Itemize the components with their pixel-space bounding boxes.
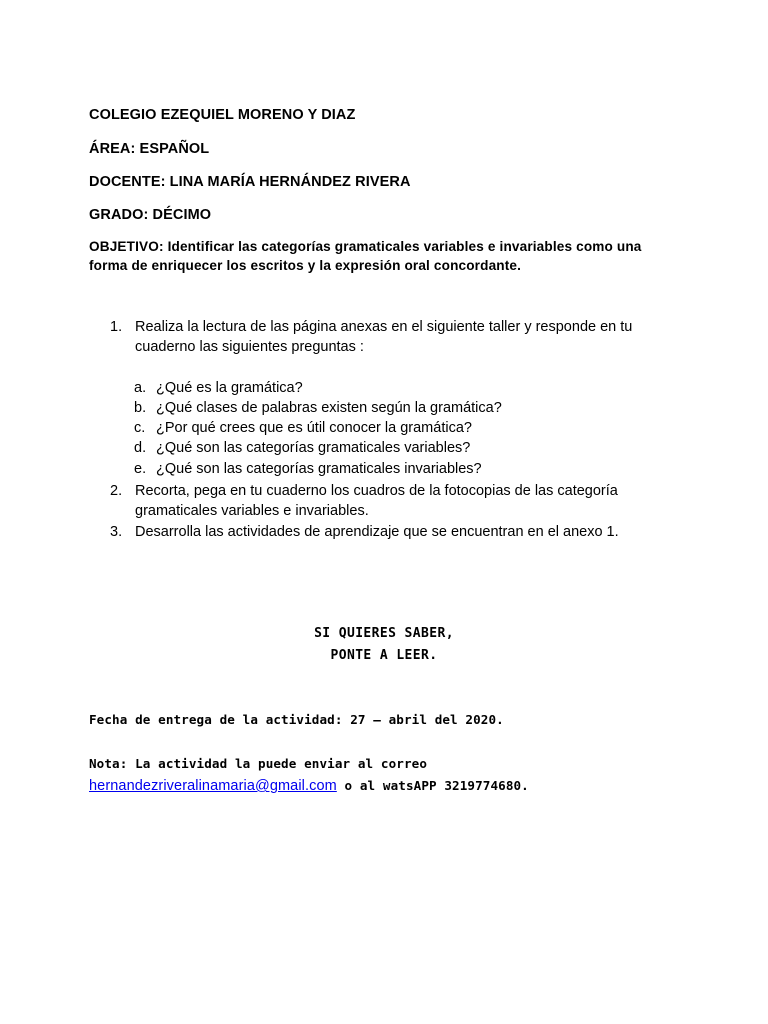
task-number: 2. — [110, 483, 123, 499]
question-text: ¿Qué son las categorías gramaticales invariables? — [156, 461, 482, 477]
task-line: Recorta, pega en tu cuaderno los cuadros de la fotocopias de las categoría — [135, 483, 618, 499]
note-line: Nota: La actividad la puede enviar al correo — [89, 756, 428, 771]
question-text: ¿Qué son las categorías gramaticales variables? — [156, 440, 471, 456]
note-contact — [89, 775, 529, 797]
email-link[interactable]: hernandezriveralinamaria@gmail.com — [89, 778, 337, 794]
grade-level: GRADO: DÉCIMO — [89, 207, 212, 223]
task-text — [135, 317, 675, 357]
school-name: COLEGIO EZEQUIEL MORENO Y DIAZ — [89, 107, 356, 123]
question-text: ¿Qué es la gramática? — [156, 380, 303, 396]
deadline-text: Fecha de entrega de la actividad: 27 – abril del 2020. — [89, 712, 504, 727]
task-number: 3. — [110, 524, 123, 540]
objective-paragraph — [89, 237, 669, 275]
task-line: Realiza la lectura de las página anexas en el siguiente taller y responde en tu — [135, 319, 633, 335]
objective-label: OBJETIVO: — [89, 239, 164, 254]
question-text: ¿Por qué crees que es útil conocer la gramática? — [156, 420, 472, 436]
task-text — [135, 481, 675, 521]
objective-text: Identificar las categorías gramaticales variables e invariables como una forma de enriquecer los escritos y la expresión oral concordante. — [89, 239, 642, 273]
note-contact-text: o al watsAPP 3219774680. — [336, 778, 529, 793]
task-number: 1. — [110, 319, 123, 335]
question-letter: b. — [134, 400, 147, 416]
task-text — [135, 522, 675, 542]
question-letter: a. — [134, 380, 147, 396]
subject-area: ÁREA: ESPAÑOL — [89, 141, 210, 157]
motto — [184, 623, 584, 667]
task-line: gramaticales variables e invariables. — [135, 503, 369, 519]
motto-line: PONTE A LEER. — [330, 648, 438, 663]
task-line: Desarrolla las actividades de aprendizaje que se encuentran en el anexo 1. — [135, 524, 619, 540]
question-letter: d. — [134, 440, 147, 456]
question-text: ¿Qué clases de palabras existen según la gramática? — [156, 400, 502, 416]
question-letter: c. — [134, 420, 146, 436]
task-line: cuaderno las siguientes preguntas : — [135, 339, 364, 355]
question-letter: e. — [134, 461, 147, 477]
teacher-name: DOCENTE: LINA MARÍA HERNÁNDEZ RIVERA — [89, 174, 411, 190]
motto-line: SI QUIERES SABER, — [314, 626, 454, 641]
